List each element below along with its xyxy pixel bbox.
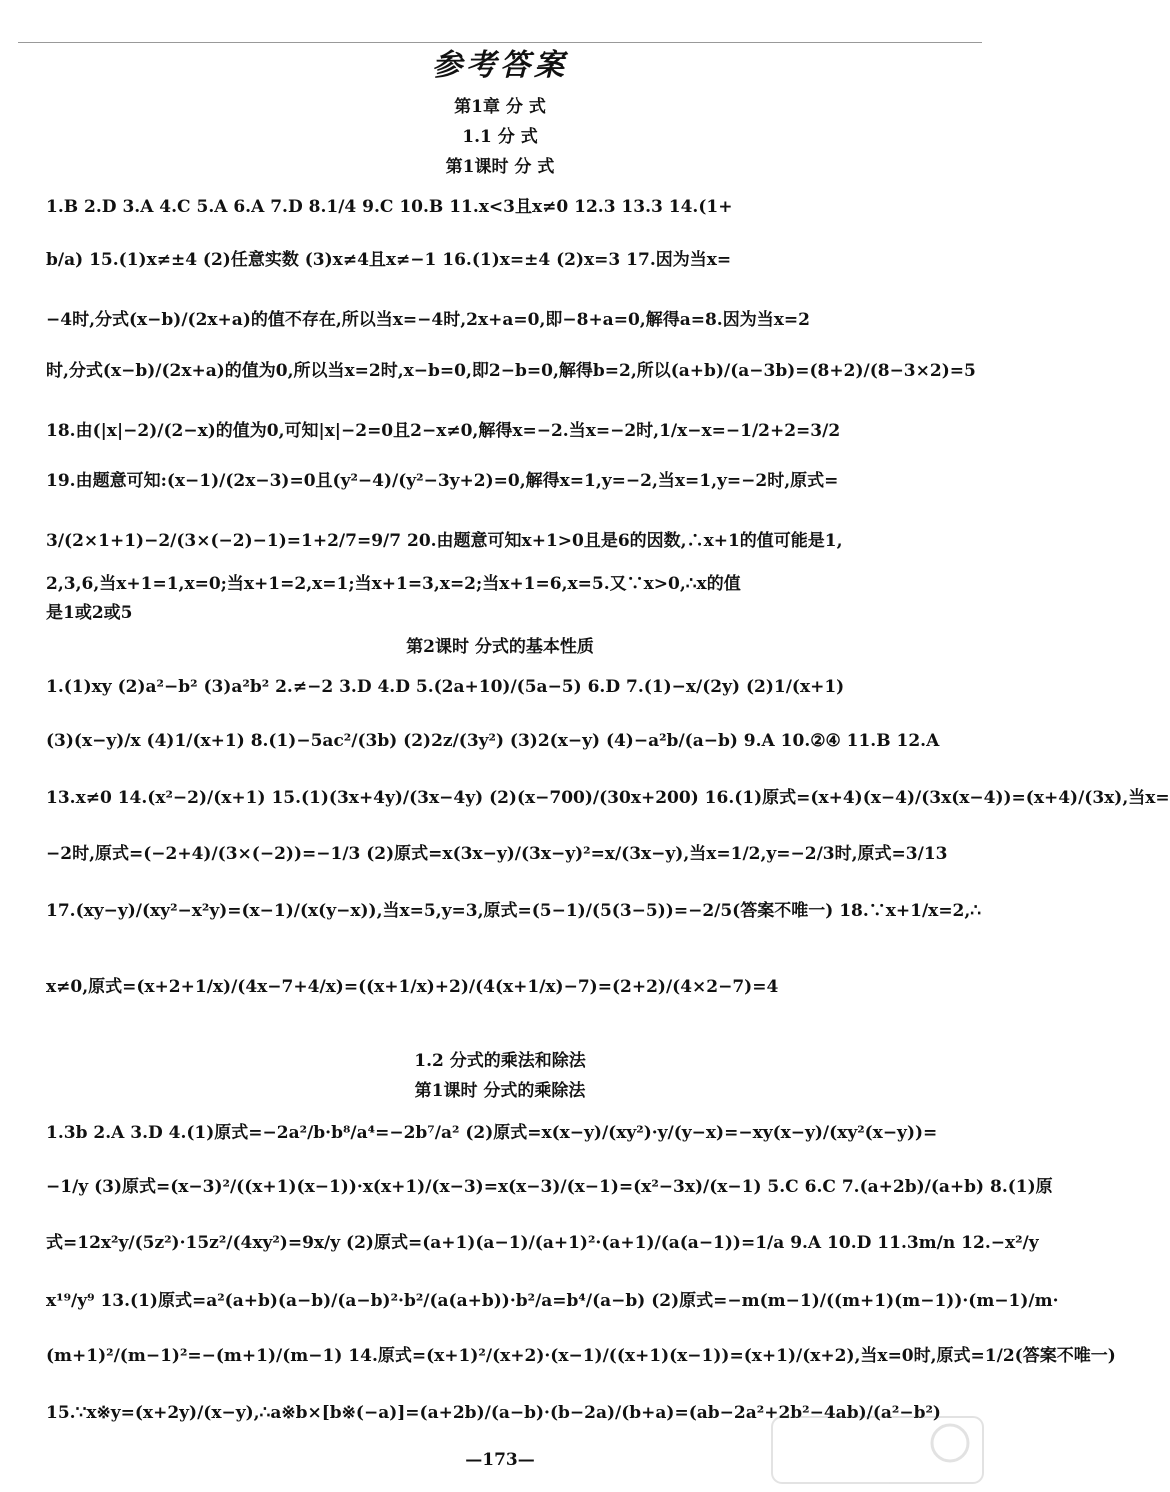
answer-line: 1.B 2.D 3.A 4.C 5.A 6.A 7.D 8.1/4 9.C 10.B 11.x<3且x≠0 12.3 13.3 14.(1+ — [46, 197, 733, 217]
lesson-heading: 第2课时 分式的基本性质 — [406, 637, 594, 657]
section-heading: 1.2 分式的乘法和除法 — [414, 1051, 586, 1071]
answer-line: 18.由(|x|−2)/(2−x)的值为0,可知|x|−2=0且2−x≠0,解得x=−2.当x=−2时,1/x−x=−1/2+2=3/2 — [46, 421, 841, 441]
page-title: 参考答案 — [432, 48, 568, 83]
lesson-heading: 第1课时 分式的乘除法 — [414, 1081, 586, 1101]
section-heading: 1.1 分 式 — [462, 127, 538, 147]
answer-line: 2,3,6,当x+1=1,x=0;当x+1=2,x=1;当x+1=3,x=2;当x+1=6,x=5.又∵x>0,∴x的值 — [46, 574, 741, 594]
watermark-logo — [770, 1415, 985, 1485]
answer-line: (m+1)²/(m−1)²=−(m+1)/(m−1) 14.原式=(x+1)²/(x+2)·(x−1)/((x+1)(x−1))=(x+1)/(x+2),当x=0时,原式=1/2(答案不唯一) — [46, 1346, 1116, 1366]
answer-line: 时,分式(x−b)/(2x+a)的值为0,所以当x=2时,x−b=0,即2−b=0,解得b=2,所以(a+b)/(a−3b)=(8+2)/(8−3×2)=5 — [46, 361, 976, 381]
answer-line: 1.(1)xy (2)a²−b² (3)a²b² 2.≠−2 3.D 4.D 5.(2a+10)/(5a−5) 6.D 7.(1)−x/(2y) (2)1/(x+1) — [46, 677, 845, 697]
answer-line: x¹⁹/y⁹ 13.(1)原式=a²(a+b)(a−b)/(a−b)²·b²/(a(a+b))·b²/a=b⁴/(a−b) (2)原式=−m(m−1)/((m+1)(m−1))·(m−1)/m· — [46, 1291, 1059, 1311]
answer-line: −1/y (3)原式=(x−3)²/((x+1)(x−1))·x(x+1)/(x−3)=x(x−3)/(x−1)=(x²−3x)/(x−1) 5.C 6.C 7.(a+2b)/(a+b) 8.(1)原 — [46, 1177, 1053, 1197]
answer-line: (3)(x−y)/x (4)1/(x+1) 8.(1)−5ac²/(3b) (2)2z/(3y²) (3)2(x−y) (4)−a²b/(a−b) 9.A 10.②④ 11.B 12.A — [46, 731, 940, 751]
answer-line: 13.x≠0 14.(x²−2)/(x+1) 15.(1)(3x+4y)/(3x−4y) (2)(x−700)/(30x+200) 16.(1)原式=(x+4)(x−4)/(3x(x−4))=(x+4)/(3x),当x= — [46, 788, 1170, 808]
lesson-heading: 第1课时 分 式 — [445, 157, 555, 177]
answer-line: 15.∵x※y=(x+2y)/(x−y),∴a※b×[b※(−a)]=(a+2b)/(a−b)·(b−2a)/(b+a)=(ab−2a²+2b²−4ab)/(a²−b²) — [46, 1403, 941, 1423]
answer-line: x≠0,原式=(x+2+1/x)/(4x−7+4/x)=((x+1/x)+2)/(4(x+1/x)−7)=(2+2)/(4×2−7)=4 — [46, 977, 779, 997]
answer-line: −2时,原式=(−2+4)/(3×(−2))=−1/3 (2)原式=x(3x−y)/(3x−y)²=x/(3x−y),当x=1/2,y=−2/3时,原式=3/13 — [46, 844, 948, 864]
chapter-heading: 第1章 分 式 — [454, 97, 546, 117]
page-number: —173— — [465, 1450, 535, 1470]
answer-line: b/a) 15.(1)x≠±4 (2)任意实数 (3)x≠4且x≠−1 16.(1)x=±4 (2)x=3 17.因为当x= — [46, 250, 732, 270]
answer-line: 3/(2×1+1)−2/(3×(−2)−1)=1+2/7=9/7 20.由题意可知x+1>0且是6的因数,∴x+1的值可能是1, — [46, 531, 843, 551]
answer-line: 1.3b 2.A 3.D 4.(1)原式=−2a²/b·b⁸/a⁴=−2b⁷/a² (2)原式=x(x−y)/(xy²)·y/(y−x)=−xy(x−y)/(xy²(x−y))= — [46, 1123, 938, 1143]
answer-line: 17.(xy−y)/(xy²−x²y)=(x−1)/(x(y−x)),当x=5,y=3,原式=(5−1)/(5(3−5))=−2/5(答案不唯一) 18.∵x+1/x=2,∴ — [46, 901, 982, 921]
answer-line: −4时,分式(x−b)/(2x+a)的值不存在,所以当x=−4时,2x+a=0,即−8+a=0,解得a=8.因为当x=2 — [46, 310, 810, 330]
answer-line: 19.由题意可知:(x−1)/(2x−3)=0且(y²−4)/(y²−3y+2)=0,解得x=1,y=−2,当x=1,y=−2时,原式= — [46, 471, 839, 491]
answer-line: 是1或2或5 — [46, 603, 133, 623]
answer-line: 式=12x²y/(5z²)·15z²/(4xy²)=9x/y (2)原式=(a+1)(a−1)/(a+1)²·(a+1)/(a(a−1))=1/a 9.A 10.D 11.3m/n 12.−x²/y — [46, 1233, 1039, 1253]
